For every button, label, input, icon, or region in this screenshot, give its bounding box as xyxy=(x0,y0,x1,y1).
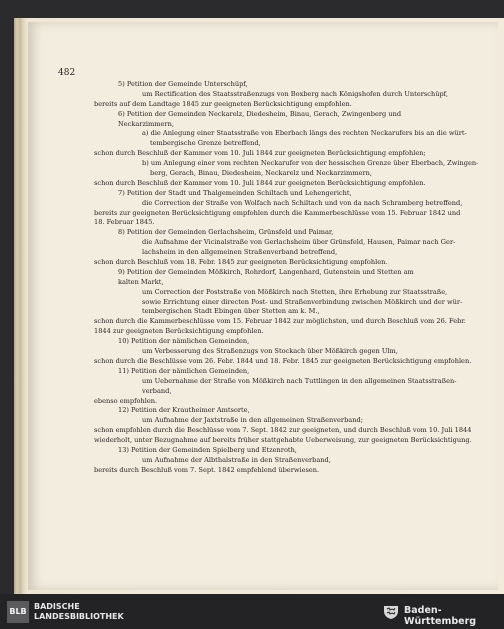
text-line: 12) Petition der Krautheimer Amtsorte, xyxy=(118,406,250,415)
text-line: sowie Errichtung einer directen Post- und Straßenverbindung zwischen Mößkirch und der wür- xyxy=(142,297,463,306)
text-line: kalten Markt, xyxy=(118,277,164,286)
document-text xyxy=(94,80,479,476)
text-line: bereits durch Beschluß vom 7. Sept. 1842 empfehlend überwiesen. xyxy=(94,465,320,474)
text-line: 9) Petition der Gemeinden Mößkirch, Rohrdorf, Langenhard, Gutenstein und Stetten am xyxy=(118,267,414,276)
text-line: 10) Petition der nämlichen Gemeinden, xyxy=(118,337,250,346)
text-line: schon durch die Beschlüsse vom 26. Febr. 1844 und 18. Febr. 1845 zur geeigneten Berücksichtigung empfohlen. xyxy=(94,356,472,365)
text-line: 13) Petition der Gemeinden Spielberg und Etzenroth, xyxy=(118,445,297,454)
text-line: Neckarzimmern, xyxy=(118,119,174,128)
text-line: schon durch Beschluß vom 18. Febr. 1845 zur geeigneten Berücksichtigung empfohlen. xyxy=(94,258,388,267)
text-line: bereits auf dem Landtage 1845 zur geeigneten Berücksichtigung empfohlen. xyxy=(94,99,352,108)
library-name-line1: BADISCHE xyxy=(34,602,80,611)
text-line: 8) Petition der Gemeinden Gerlachsheim, Grünsfeld und Paimar, xyxy=(118,228,334,237)
text-line: 5) Petition der Gemeinde Unterschüpf, xyxy=(118,80,248,88)
text-line: b) um Anlegung einer vom rechten Neckarufer von der hessischen Grenze über Eberbach, Zwingen- xyxy=(142,159,479,168)
text-line: um Aufnahme der Albthalstraße in den Straßenverband, xyxy=(142,455,331,464)
text-line: um Verbesserung des Straßenzugs von Stockach über Mößkirch gegen Ulm, xyxy=(142,347,398,356)
text-line: lachsheim in den allgemeinen Straßenverband betreffend, xyxy=(142,248,338,257)
text-line: berg, Gerach, Binau, Diedesheim, Neckarelz und Neckarzimmern, xyxy=(150,169,372,178)
text-line: schon durch Beschluß der Kammer vom 10. Juli 1844 zur geeigneten Berücksichtigung empfohlen; xyxy=(94,149,426,158)
text-line: tembergischen Stadt Ebingen über Stetten am k. M., xyxy=(142,307,320,316)
text-line: schon durch die Kammerbeschlüsse vom 15. Februar 1842 zur möglichsten, und durch Beschluß vom 26. Febr. xyxy=(94,317,466,326)
text-line: um Correction der Poststraße von Mößkirch nach Stetten, ihre Erhebung zur Staatsstraße, xyxy=(142,287,448,296)
text-line: 6) Petition der Gemeinden Neckarelz, Diedesheim, Binau, Gerach, Zwingenberg und xyxy=(118,109,402,118)
text-line: die Correction der Straße von Wolfach nach Schiltach und von da nach Schramberg betreffend, xyxy=(142,198,463,207)
library-name[interactable] xyxy=(34,602,124,622)
text-line: um Aufnahme der Jaxtstraße in den allgemeinen Straßenverband; xyxy=(142,416,363,425)
text-line: bereits zur geeigneten Berücksichtigung empfohlen durch die Kammerbeschlüsse vom 15. Februar 1842 und xyxy=(94,208,461,217)
text-line: schon durch Beschluß der Kammer vom 10. Juli 1844 zur geeigneten Berücksichtigung empfohlen. xyxy=(94,178,426,187)
text-line: um Rectification des Staatsstraßenzugs von Boxberg nach Königshofen durch Unterschüpf, xyxy=(142,89,448,98)
text-line: 1844 zur geeigneten Berücksichtigung empfohlen. xyxy=(94,327,264,336)
text-line: wiederholt, unter Bezugnahme auf bereits früher stattgehabte Ueberweisung, zur geeigneten Berücksichtigung. xyxy=(94,436,472,445)
state-name[interactable]: Baden-Württemberg xyxy=(404,605,477,627)
text-line: verband, xyxy=(142,386,172,395)
text-line: 11) Petition der nämlichen Gemeinden, xyxy=(118,366,250,375)
text-line: schon empfohlen durch die Beschlüsse vom 7. Sept. 1842 zur geeigneten, und durch Beschluß vom 10. Juli 1844 xyxy=(94,426,472,435)
text-line: 18. Februar 1845. xyxy=(94,218,155,227)
page-number: 482 xyxy=(58,68,76,78)
state-crest-icon xyxy=(382,602,400,620)
text-line: die Aufnahme der Vicinalstraße von Gerlachsheim über Grünsfeld, Hausen, Paimar nach Ger- xyxy=(142,238,456,247)
text-line: um Uebernahme der Straße von Mößkirch nach Tuttlingen in den allgemeinen Staatsstraßen- xyxy=(142,376,457,385)
text-line: tembergische Grenze betreffend, xyxy=(150,139,261,148)
text-line: 7) Petition der Stadt und Thalgemeinden Schiltach und Lehengericht, xyxy=(118,188,352,197)
footer-bar xyxy=(0,594,504,629)
text-line: a) die Anlegung einer Staatsstraße von Eberbach längs des rechten Neckarufers bis an die würt- xyxy=(142,129,467,138)
blb-logo-icon[interactable]: BLB xyxy=(7,601,29,623)
library-name-line2: LANDESBIBLIOTHEK xyxy=(34,612,124,621)
text-line: ebenso empfohlen. xyxy=(94,396,158,405)
